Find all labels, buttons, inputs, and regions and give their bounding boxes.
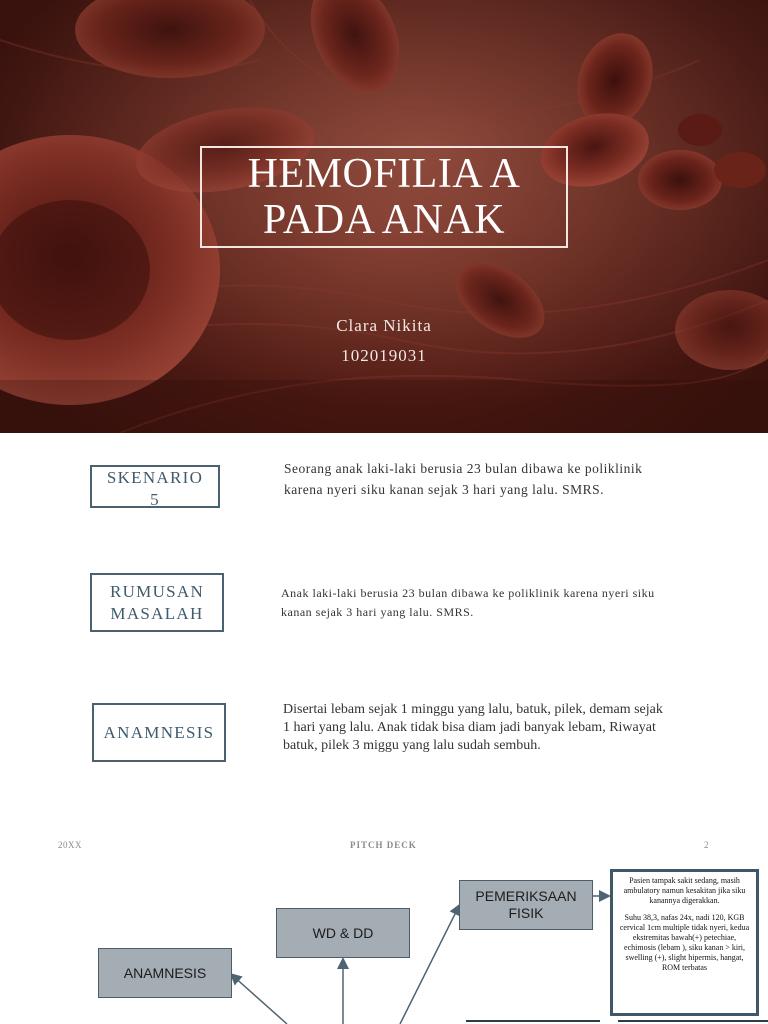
note-general-condition: Pasien tampak sakit sedang, masih ambulatory namun kesakitan jika siku kanannya digerakkan. xyxy=(623,876,746,905)
node-wd-dd: WD & DD xyxy=(276,908,410,958)
section-text-anamnesis: Disertai lebam sejak 1 minggu yang lalu, batuk, pilek, demam sejak 1 hari yang lalu. Anak tidak bisa diam jadi banyak lebam, Riwayat batuk, pilek 3 miggu yang lalu sudah sembuh. xyxy=(283,702,663,753)
section-text-skenario: Seorang anak laki-laki berusia 23 bulan dibawa ke poliklinik karena nyeri siku kanan sejak 3 hari yang lalu. SMRS. xyxy=(284,461,643,497)
node-anamnesis: ANAMNESIS xyxy=(98,948,232,998)
author-name: Clara Nikita xyxy=(336,316,432,335)
section-text-rumusan-masalah: Anak laki-laki berusia 23 bulan dibawa ke poliklinik karena nyeri siku kanan sejak 3 hari yang lalu. SMRS. xyxy=(281,586,655,619)
section-label-anamnesis: ANAMNESIS xyxy=(92,703,226,762)
connector-to-anamnesis xyxy=(232,975,287,1024)
footer-page-number: 2 xyxy=(704,840,709,850)
footer-year: 20XX xyxy=(58,840,82,850)
note-vital-signs: Suhu 38,3, nafas 24x, nadi 120, KGB cervical 1cm multiple tidak nyeri, kedua ekstremitas bawah(+) petechiae, echimosis (lebam ), siku kanan > kiri, swelling (+), slight hipermis, hangat, ROM terbatas xyxy=(619,913,750,972)
section-label-skenario: SKENARIO 5 xyxy=(90,465,220,508)
node-pemeriksaan-fisik: PEMERIKSAAN FISIK xyxy=(459,880,593,930)
section-label-rumusan-masalah: RUMUSAN MASALAH xyxy=(90,573,224,632)
presentation-title: HEMOFILIA A PADA ANAK xyxy=(247,151,521,243)
physical-exam-note xyxy=(610,869,759,1016)
author-id: 102019031 xyxy=(341,346,427,365)
footer-title: PITCH DECK xyxy=(350,840,417,850)
